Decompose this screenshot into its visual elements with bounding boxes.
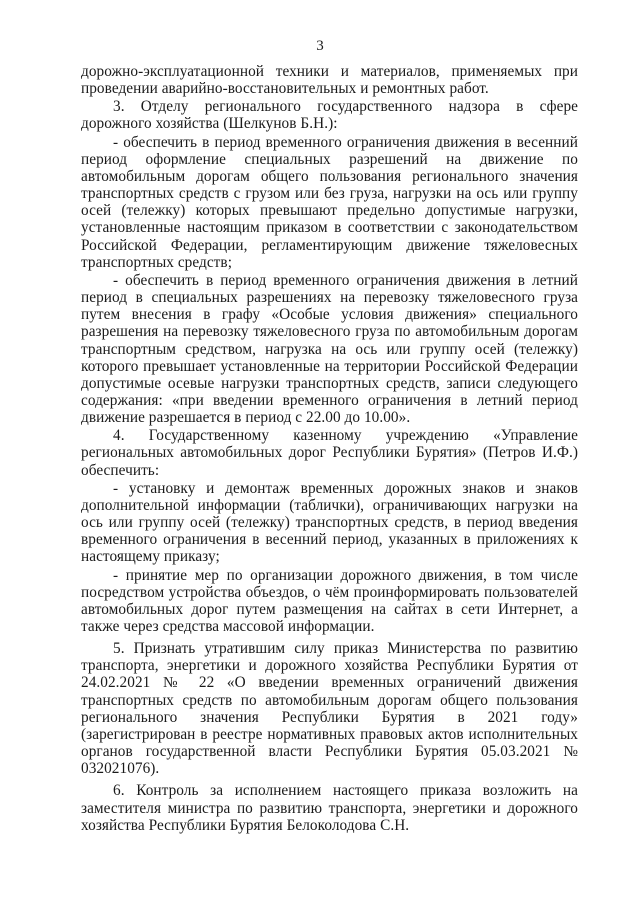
paragraph-item-4-sub-1: - установку и демонтаж временных дорожных знаков и знаков дополнительной информации (таблички), ограничивающих нагрузки на ось или группу осей (тележку) транспортных средств, в период введения временного ограничения в весенний период, указанных в приложениях к настоящему приказу;: [81, 479, 578, 566]
paragraph-item-4-sub-2: - принятие мер по организации дорожного движения, в том числе посредством устройства объездов, о чём проинформировать пользователей автомобильных дорог путем размещения на сайтах в сети Интернет, а также через средства массовой информации.: [81, 566, 578, 635]
paragraph-item-3-sub-1: - обеспечить в период временного ограничения движения в весенний период оформление специальных разрешений на движение по автомобильным дорогам общего пользования регионального значения транспортных средств с грузом или без груза, нагрузки на ось или группу осей (тележку) которых превышают предельно допустимые нагрузки, установленные настоящим приказом в соответствии с законодательством Российской Федерации, регламентирующим движение тяжеловесных транспортных средств;: [81, 133, 578, 271]
paragraph-item-6: 6. Контроль за исполнением настоящего приказа возложить на заместителя министра по развитию транспорта, энергетики и дорожного хозяйства Республики Бурятия Белоколодова С.Н.: [81, 782, 578, 834]
paragraph-item-5: 5. Признать утратившим силу приказ Министерства по развитию транспорта, энергетики и дорожного хозяйства Республики Бурятия от 24.02.2021 № 22 «О введении временных ограничений движения транспортных средств по автомобильным дорогам общего пользования регионального значения Республики Бурятия в 2021 году» (зарегистрирован в реестре нормативных правовых актов исполнительных органов государственной власти Республики Бурятия 05.03.2021 № 032021076).: [81, 640, 578, 778]
paragraph-item-3-sub-2: - обеспечить в период временного ограничения движения в летний период в специальных разрешениях на перевозку тяжеловесного груза путем внесения в графу «Особые условия движения» специального разрешения на перевозку тяжеловесного груза по автомобильным дорогам транспортным средством, нагрузка на ось или группу осей (тележку) которого превышает установленные на территории Российской Федерации допустимые осевые нагрузки транспортных средств, записи следующего содержания: «при введении временного ограничения в летний период движение разрешается в период с 22.00 до 10.00».: [81, 271, 578, 427]
page-number: 3: [316, 38, 324, 54]
paragraph-continuation: дорожно-эксплуатационной техники и материалов, применяемых при проведении аварийно-восстановительных и ремонтных работ.: [81, 63, 578, 98]
paragraph-item-3: 3. Отделу регионального государственного надзора в сфере дорожного хозяйства (Шелкунов Б.Н.):: [81, 98, 578, 133]
paragraph-item-4: 4. Государственному казенному учреждению «Управление региональных автомобильных дорог Республики Бурятия» (Петров И.Ф.) обеспечить:: [81, 427, 578, 479]
document-body: [81, 63, 578, 839]
